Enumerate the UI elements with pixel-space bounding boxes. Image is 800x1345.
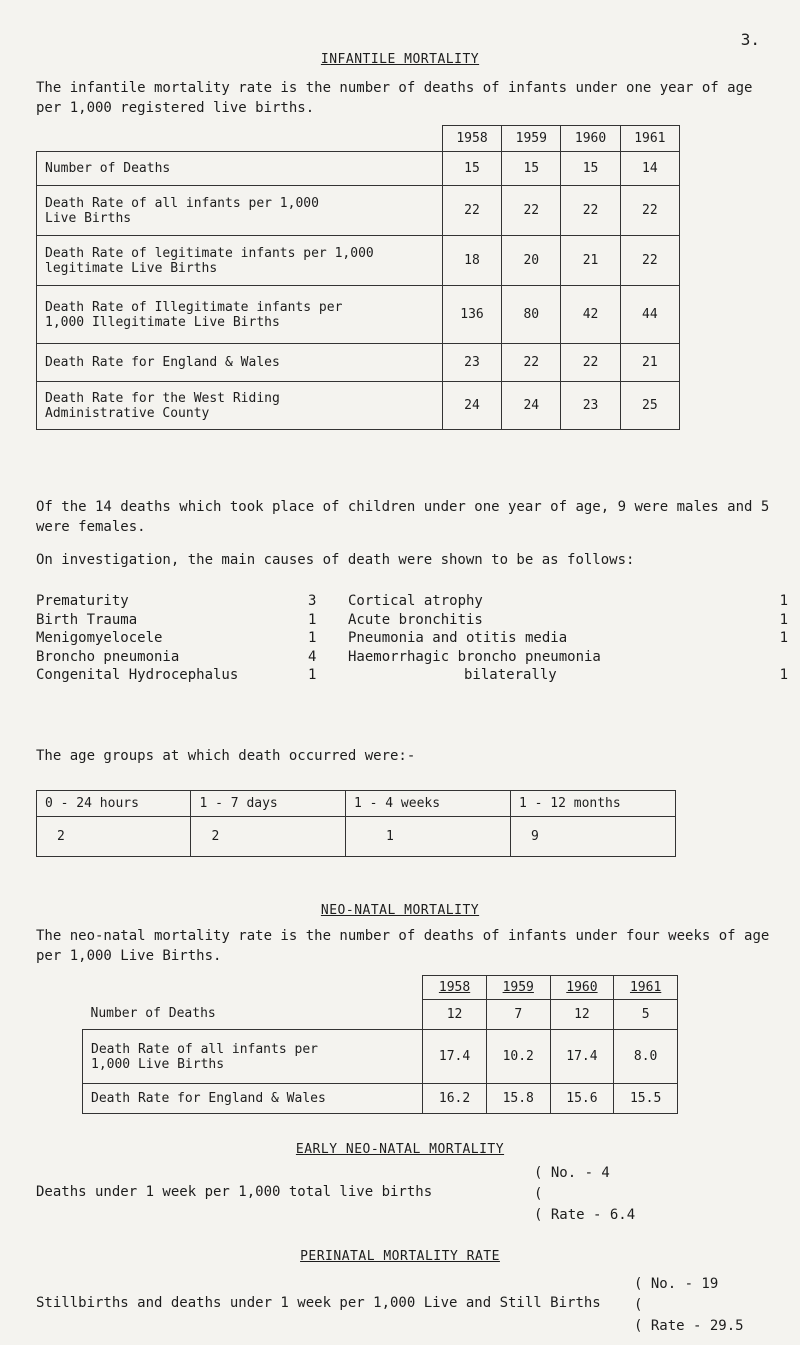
cause-row: [36, 629, 796, 648]
age-group-value: 1: [345, 817, 510, 857]
cause-name: Pneumonia and otitis media: [348, 630, 568, 646]
row-label: Death Rate of all infants per 1,000 Live Births: [83, 1030, 423, 1084]
perinatal-heading: PERINATAL MORTALITY RATE: [300, 1249, 500, 1264]
table-row: [83, 1030, 678, 1084]
row-label: Death Rate of legitimate infants per 1,000 legitimate Live Births: [37, 236, 443, 286]
cause-name: Acute bronchitis: [348, 611, 483, 628]
cause-count: 1: [308, 611, 317, 628]
year-header: 1960: [550, 976, 614, 1000]
year-header: 1961: [620, 126, 679, 152]
cause-count: 1: [779, 611, 788, 628]
neonatal-intro: The neo-natal mortality rate is the number of deaths of infants under four weeks of age per 1,000 Live Births.: [36, 928, 770, 964]
age-group-value: 2: [191, 817, 345, 857]
early-neonatal-heading: EARLY NEO-NATAL MORTALITY: [295, 1142, 505, 1157]
cell-value: 23: [442, 344, 501, 382]
cause-count: 1: [308, 667, 317, 683]
cause-name: Menigomyelocele: [36, 630, 163, 646]
cause-count: 3: [308, 593, 317, 609]
year-header: 1959: [502, 126, 561, 152]
year-header: 1958: [442, 126, 501, 152]
cell-value: 22: [561, 186, 620, 236]
cause-count: 1: [779, 667, 788, 683]
cause-row: [36, 666, 796, 685]
early-neonatal-figures: [534, 1163, 635, 1226]
cell-value: 18: [442, 236, 501, 286]
cell-value: 14: [620, 152, 679, 186]
table-row: [37, 382, 680, 430]
cause-count: 1: [308, 630, 317, 646]
table-row: [37, 817, 676, 857]
cause-count: 1: [779, 593, 788, 609]
infant-mortality-table: [36, 125, 680, 430]
neonatal-mortality-table: [82, 975, 678, 1114]
cause-name: Broncho pneumonia: [36, 648, 180, 665]
cell-value: 15.5: [614, 1084, 678, 1114]
infant-intro: The infantile mortality rate is the number of deaths of infants under one year of age per 1,000 registered live births.: [36, 80, 753, 116]
age-group-label: 1 - 4 weeks: [345, 791, 510, 817]
cell-value: 22: [620, 186, 679, 236]
page-number: 3.: [740, 30, 760, 49]
early-neonatal-rate: ( Rate - 6.4: [534, 1207, 636, 1223]
row-label: Number of Deaths: [83, 976, 423, 1030]
cell-value: 12: [550, 1000, 614, 1030]
table-header-row: [37, 126, 680, 152]
cell-value: 15: [502, 152, 561, 186]
table-row: [83, 1084, 678, 1114]
cell-value: 22: [561, 344, 620, 382]
age-group-label: 1 - 7 days: [191, 791, 345, 817]
age-group-value: 2: [37, 817, 191, 857]
cell-value: 10.2: [486, 1030, 550, 1084]
neonatal-heading: NEO-NATAL MORTALITY: [320, 903, 480, 918]
age-group-value: 9: [510, 817, 675, 857]
age-groups-intro: The age groups at which death occurred were:-: [36, 748, 416, 764]
cell-value: 21: [620, 344, 679, 382]
cell-value: 15.8: [486, 1084, 550, 1114]
year-header: 1960: [561, 126, 620, 152]
cell-value: 44: [620, 286, 679, 344]
early-neonatal-text: Deaths under 1 week per 1,000 total live births: [36, 1184, 433, 1200]
table-corner: [37, 126, 443, 152]
year-header: 1959: [486, 976, 550, 1000]
table-header-row: [37, 791, 676, 817]
row-label: Death Rate of Illegitimate infants per 1,000 Illegitimate Live Births: [37, 286, 443, 344]
infant-heading: INFANTILE MORTALITY: [320, 52, 480, 67]
cell-value: 15.6: [550, 1084, 614, 1114]
cell-value: 136: [442, 286, 501, 344]
row-label: Number of Deaths: [37, 152, 443, 186]
cell-value: 17.4: [550, 1030, 614, 1084]
cause-name: Haemorrhagic broncho pneumonia: [348, 648, 601, 665]
cell-value: 22: [502, 186, 561, 236]
cause-count: [768, 648, 788, 667]
year-header: 1958: [423, 976, 487, 1000]
perinatal-paren: (: [634, 1297, 643, 1313]
cell-value: 15: [561, 152, 620, 186]
perinatal-text: Stillbirths and deaths under 1 week per 1,000 Live and Still Births: [36, 1295, 601, 1311]
table-header-row: [83, 976, 678, 1000]
cell-value: 20: [502, 236, 561, 286]
cause-name: Prematurity: [36, 593, 129, 609]
table-row: [37, 344, 680, 382]
cause-count: 1: [779, 630, 788, 646]
perinatal-rate: ( Rate - 29.5: [634, 1318, 744, 1334]
cell-value: 21: [561, 236, 620, 286]
cause-name: Congenital Hydrocephalus: [36, 667, 239, 683]
cell-value: 24: [442, 382, 501, 430]
early-neonatal-paren: (: [534, 1186, 543, 1202]
table-row: [37, 236, 680, 286]
cell-value: 5: [614, 1000, 678, 1030]
cause-name: bilaterally: [464, 667, 557, 683]
age-group-label: 1 - 12 months: [510, 791, 675, 817]
row-label: Death Rate for England & Wales: [83, 1084, 423, 1114]
causes-intro: On investigation, the main causes of death were shown to be as follows:: [36, 552, 635, 568]
row-label: Death Rate of all infants per 1,000 Live Births: [37, 186, 443, 236]
cause-row: [36, 592, 796, 611]
cause-name: Birth Trauma: [36, 611, 138, 628]
early-neonatal-number: ( No. - 4: [534, 1165, 610, 1181]
cell-value: 80: [502, 286, 561, 344]
cell-value: 24: [502, 382, 561, 430]
cell-value: 22: [502, 344, 561, 382]
cause-count: 4: [308, 648, 317, 665]
cause-name: Cortical atrophy: [348, 593, 483, 609]
cell-value: 22: [620, 236, 679, 286]
year-header: 1961: [614, 976, 678, 1000]
row-label: Death Rate for the West Riding Administrative County: [37, 382, 443, 430]
cell-value: 22: [442, 186, 501, 236]
table-row: [37, 152, 680, 186]
cell-value: 25: [620, 382, 679, 430]
cause-row: [36, 611, 796, 630]
age-group-label: 0 - 24 hours: [37, 791, 191, 817]
cell-value: 23: [561, 382, 620, 430]
causes-list: [36, 592, 796, 685]
cell-value: 16.2: [423, 1084, 487, 1114]
row-label: Death Rate for England & Wales: [37, 344, 443, 382]
cell-value: 17.4: [423, 1030, 487, 1084]
age-groups-table: [36, 790, 676, 857]
table-row: [37, 286, 680, 344]
cell-value: 42: [561, 286, 620, 344]
perinatal-number: ( No. - 19: [634, 1276, 719, 1292]
cell-value: 8.0: [614, 1030, 678, 1084]
table-row: [37, 186, 680, 236]
cause-row: [36, 648, 796, 667]
cell-value: 12: [423, 1000, 487, 1030]
cell-value: 15: [442, 152, 501, 186]
cell-value: 7: [486, 1000, 550, 1030]
sex-breakdown-text: Of the 14 deaths which took place of children under one year of age, 9 were males and 5 were females.: [36, 499, 770, 535]
perinatal-figures: [634, 1274, 744, 1337]
